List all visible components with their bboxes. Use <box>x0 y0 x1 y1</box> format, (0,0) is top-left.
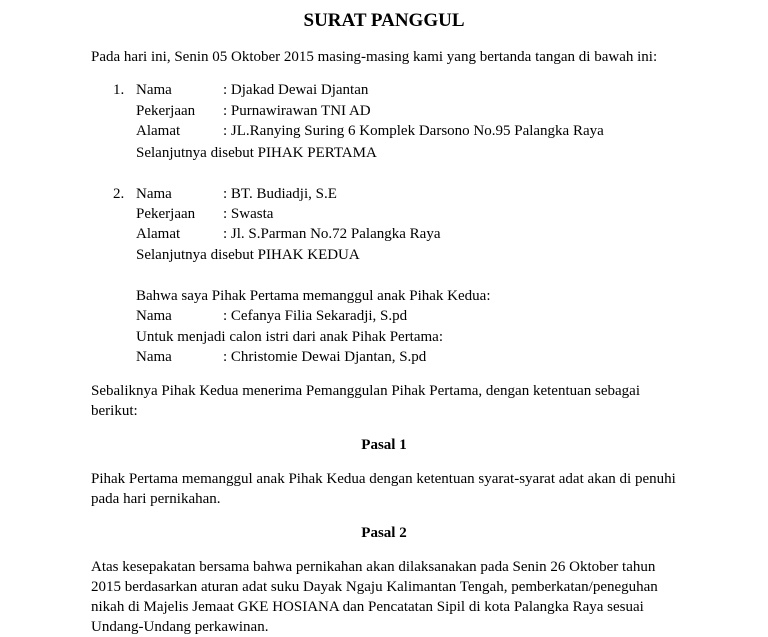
party-2-name-label: Nama <box>136 186 172 202</box>
document-title: SURAT PANGGUL <box>303 10 465 31</box>
party-1-name-value: : Djakad Dewai Djantan <box>223 82 369 98</box>
groom-name-label: Nama <box>136 349 172 365</box>
party-2-address-value: : Jl. S.Parman No.72 Palangka Raya <box>223 226 441 242</box>
party-2-address-label: Alamat <box>136 226 181 242</box>
pasal-1-line-1: Pihak Pertama memanggul anak Pihak Kedua dengan ketentuan syarat-syarat adat akan di penuhi <box>91 471 676 487</box>
pasal-2-heading: Pasal 2 <box>361 525 407 541</box>
party-1-designation: Selanjutnya disebut PIHAK PERTAMA <box>136 145 377 161</box>
pasal-2-line-4: Undang-Undang perkawinan. <box>91 619 269 635</box>
statement-line-2: Untuk menjadi calon istri dari anak Pihak Pertama: <box>136 329 444 345</box>
party-2-name-value: : BT. Budiadji, S.E <box>223 186 337 202</box>
pasal-1-line-2: pada hari pernikahan. <box>91 491 221 507</box>
pasal-2-line-3: nikah di Majelis Jemaat GKE HOSIANA dan Pencatatan Sipil di kota Palangka Raya sesuai <box>91 599 644 615</box>
party-1-address-label: Alamat <box>136 123 181 139</box>
bride-name-label: Nama <box>136 308 172 324</box>
party-1-address-value: : JL.Ranying Suring 6 Komplek Darsono No.95 Palangka Raya <box>223 123 604 139</box>
party-1-job-label: Pekerjaan <box>136 103 196 119</box>
bride-name-value: : Cefanya Filia Sekaradji, S.pd <box>223 308 408 324</box>
intro-paragraph: Pada hari ini, Senin 05 Oktober 2015 masing-masing kami yang bertanda tangan di bawah ini: <box>91 49 658 65</box>
party-1-number: 1. <box>113 82 125 98</box>
party-1-name-label: Nama <box>136 82 172 98</box>
pasal-1-heading: Pasal 1 <box>361 437 407 453</box>
acceptance-line-1: Sebaliknya Pihak Kedua menerima Pemanggulan Pihak Pertama, dengan ketentuan sebagai <box>91 383 641 399</box>
party-2-designation: Selanjutnya disebut PIHAK KEDUA <box>136 247 360 263</box>
groom-name-value: : Christomie Dewai Djantan, S.pd <box>223 349 427 365</box>
pasal-2-line-1: Atas kesepakatan bersama bahwa pernikahan akan dilaksanakan pada Senin 26 Oktober tahun <box>91 559 656 575</box>
party-1-job-value: : Purnawirawan TNI AD <box>223 103 371 119</box>
party-2-job-value: : Swasta <box>223 206 274 222</box>
party-2-job-label: Pekerjaan <box>136 206 196 222</box>
acceptance-line-2: berikut: <box>91 403 138 419</box>
pasal-2-line-2: 2015 berdasarkan aturan adat suku Dayak Ngaju Kalimantan Tengah, pemberkatan/peneguhan <box>91 579 658 595</box>
party-2-number: 2. <box>113 186 125 202</box>
statement-line-1: Bahwa saya Pihak Pertama memanggul anak Pihak Kedua: <box>136 288 491 304</box>
